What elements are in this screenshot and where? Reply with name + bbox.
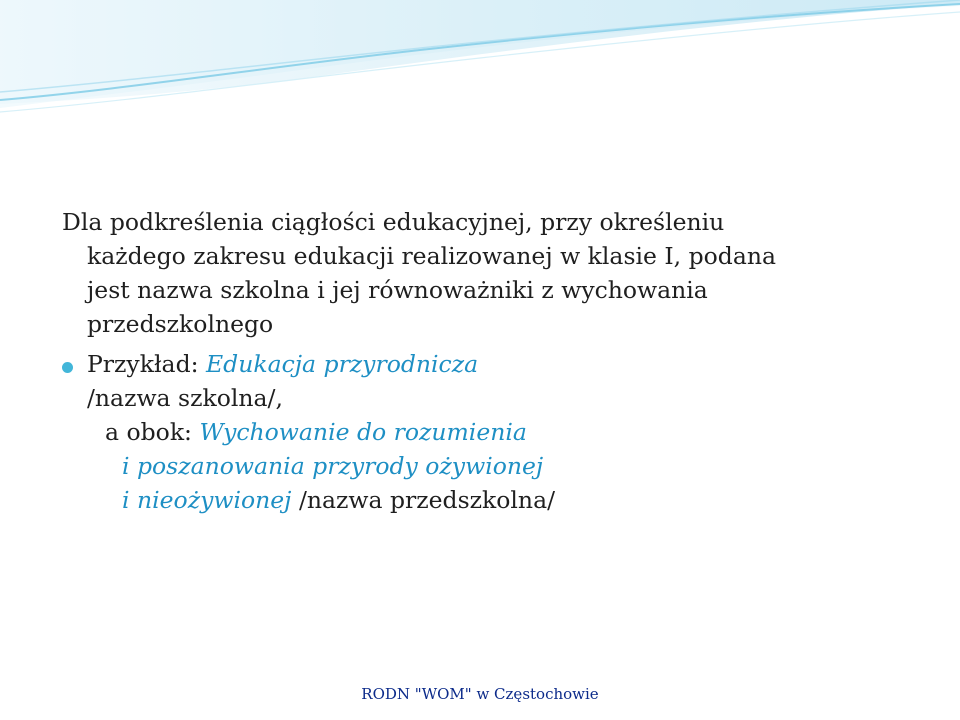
example-label: Przykład: bbox=[87, 350, 207, 378]
footer-text: RODN "WOM" w Częstochowie bbox=[361, 685, 599, 703]
preschool-subject-name-part-2: i poszanowania przyrody ożywionej bbox=[122, 452, 544, 480]
bullet-dot-icon bbox=[62, 362, 73, 373]
bullet-line-1 bbox=[87, 347, 942, 381]
paragraph-line-2: każdego zakresu edukacji realizowanej w klasie I, podana bbox=[87, 242, 777, 270]
paragraph-line-3: jest nazwa szkolna i jej równoważniki z wychowania bbox=[87, 276, 708, 304]
bullet-line-2: /nazwa szkolna/, bbox=[87, 384, 283, 412]
alongside-label: a obok: bbox=[105, 418, 200, 446]
bullet-example bbox=[62, 347, 942, 517]
paragraph-line-4: przedszkolnego bbox=[87, 310, 274, 338]
paragraph-line-1: Dla podkreślenia ciągłości edukacyjnej, przy określeniu bbox=[62, 208, 725, 236]
bullet-line-3 bbox=[87, 415, 942, 449]
preschool-label: /nazwa przedszkolna/ bbox=[291, 486, 555, 514]
preschool-subject-name-part-3: i nieożywionej bbox=[122, 486, 292, 514]
school-subject-name: Edukacja przyrodnicza bbox=[206, 350, 479, 378]
bullet-line-5 bbox=[87, 483, 942, 517]
bullet-line-4 bbox=[87, 449, 942, 483]
slide-body bbox=[62, 205, 942, 517]
decorative-waves bbox=[0, 0, 960, 120]
preschool-subject-name-part-1: Wychowanie do rozumienia bbox=[199, 418, 527, 446]
